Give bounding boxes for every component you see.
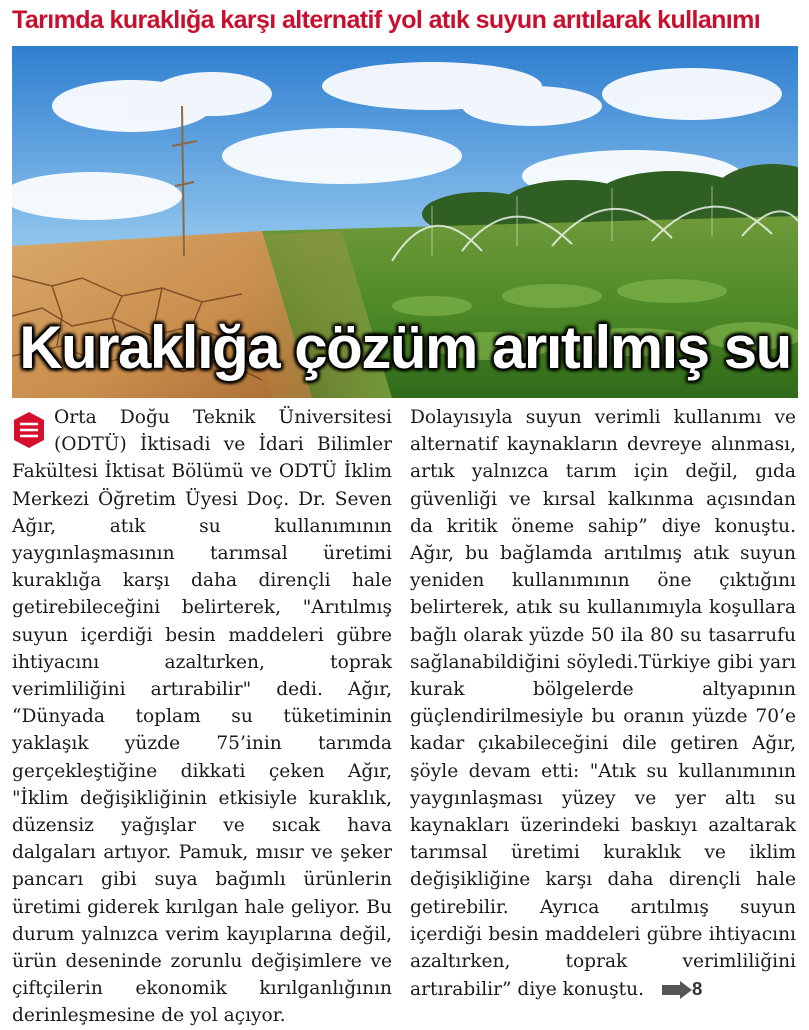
article-paragraph-text: Dolayısıyla suyun verimli kullanımı ve alternatif kaynakların devreye alınması, artık yalnızca tarım için değil, gıda güvenliği ve kırsal kalkınma açısından da kritik öneme sahip” diye konuştu. Ağır, bu bağlamda arıtılmış atık suyun yeniden kullanımının öne çıktığını belirterek, atık su kullanımıyla koşullara bağlı olarak yüzde 50 ila 80 su tasarrufu sağlanabildiğini söyledi.Türkiye gibi yarı kurak bölgelerde altyapının güçlendirilmesiyle bu oranın yüzde 70’e kadar çıkabileceğini dile getiren Ağır, şöyle devam etti: "Atık su kullanımının yaygınlaşması yüzey ve yer altı su kaynakları üzerindeki baskıyı azaltarak tarımsal üretimi kuraklık ve iklim değişikliğine karşı daha dirençli hale getirebilir. Ayrıca arıtılmış suyun içerdiği besin maddeleri gübre ihtiyacını azaltırken, toprak verimliliğini artırabilir” diye konuştu. [410, 407, 796, 1001]
newspaper-logo-icon [12, 410, 46, 450]
article-paragraph [410, 404, 796, 1003]
article-body-left-column [12, 404, 392, 1030]
article-headline: Kuraklığa çözüm arıtılmış su [19, 314, 791, 381]
article-paragraph: Orta Doğu Teknik Üniversitesi (ODTÜ) İktisadi ve İdari Bilimler Fakültesi İktisat Bölümü ve ODTÜ İklim Merkezi Öğretim Üyesi Doç. Dr. Seven Ağır, atık su kullanımının yaygınlaşmasının tarımsal üretimi kuraklığa karşı daha dirençli hale getirebileceğini belirterek, "Arıtılmış suyun içerdiği besin maddeleri gübre ihtiyacını azaltırken, toprak verimliliğini artırabilir" dedi. Ağır, “Dünyada toplam su tüketiminin yaklaşık yüzde 75’inin tarımda gerçekleştiğine dikkati çeken Ağır, "İklim değişikliğinin etkisiyle kuraklık, düzensiz yağışlar ve sıcak hava dalgaları artıyor. Pamuk, mısır ve şeker pancarı gibi suya bağımlı ürünlerin üretimi giderek kırılgan hale geliyor. Bu durum yalnızca verim kayıplarına değil, ürün deseninde zorunlu değişimlere ve çiftçilerin ekonomik kırılganlığının derinleşmesine de yol açıyor. [12, 407, 392, 1027]
arrow-right-icon [662, 981, 692, 999]
article-kicker: Tarımda kuraklığa karşı alternatif yol atık suyun arıtılarak kullanımı [12, 6, 761, 34]
article-body-right-column [410, 404, 796, 1003]
continued-page-number: 8 [692, 978, 703, 1000]
continued-on-page [662, 975, 702, 1002]
article-photo [12, 46, 798, 398]
